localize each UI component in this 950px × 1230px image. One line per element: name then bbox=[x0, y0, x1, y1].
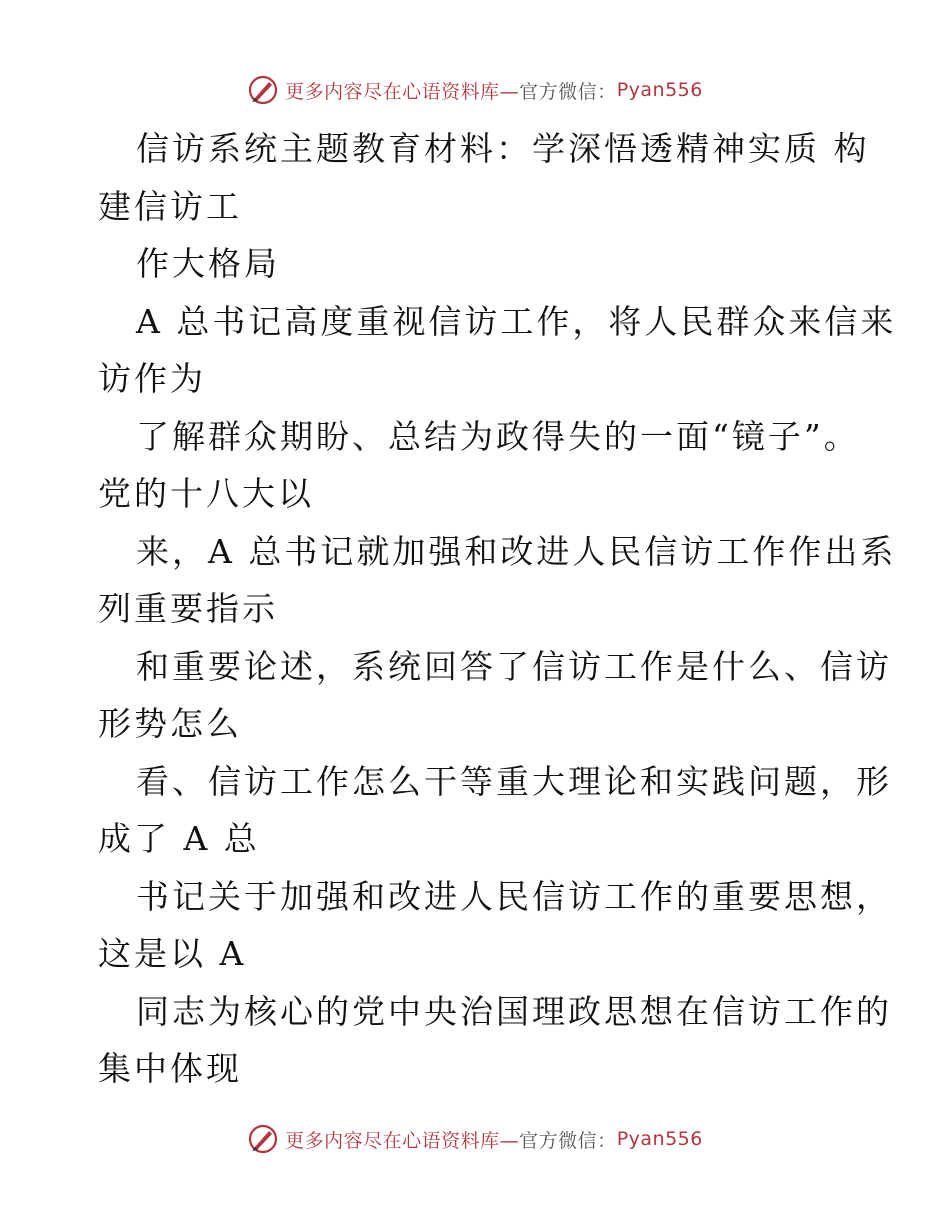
paragraph-line: 成了 A 总 bbox=[98, 819, 260, 858]
banner-wechat-label: 官方微信： bbox=[519, 80, 617, 103]
paragraph-line: 信访系统主题教育材料：学深悟透精神实质 构 bbox=[136, 129, 870, 168]
banner-wechat-id: Pyan556 bbox=[616, 1128, 703, 1150]
paragraph-line: 集中体现 bbox=[98, 1049, 242, 1088]
paragraph-line: 列重要指示 bbox=[98, 589, 278, 628]
paragraph bbox=[98, 120, 870, 235]
paragraph-line: 来，A 总书记就加强和改进人民信访工作作出系 bbox=[136, 531, 897, 571]
paragraph-line: A 总书记高度重视信访工作，将人民群众来信来 bbox=[136, 301, 897, 341]
header-banner bbox=[0, 70, 950, 110]
footer-banner bbox=[0, 1119, 950, 1159]
paragraph bbox=[98, 523, 897, 638]
paragraph bbox=[98, 983, 892, 1098]
paragraph-line: 建信访工 bbox=[98, 186, 242, 226]
paragraph bbox=[98, 638, 892, 753]
paragraph bbox=[98, 753, 892, 868]
paragraph-line: 看、信访工作怎么干等重大理论和实践问题，形 bbox=[136, 761, 892, 801]
paragraph bbox=[98, 408, 858, 523]
paragraph bbox=[98, 868, 892, 983]
banner-wechat-id: Pyan556 bbox=[616, 79, 703, 101]
paragraph-line: 访作为 bbox=[98, 359, 206, 398]
paragraph-line: 同志为核心的党中央治国理政思想在信访工作的 bbox=[136, 991, 892, 1031]
pen-logo-icon bbox=[247, 74, 279, 106]
paragraph-line: 了解群众期盼、总结为政得失的一面“镜子”。 bbox=[136, 416, 860, 456]
paragraph-line: 形势怎么 bbox=[98, 704, 242, 743]
banner-text: 更多内容尽在心语资料库— bbox=[285, 80, 520, 103]
pen-logo-icon bbox=[247, 1123, 279, 1155]
banner-text: 更多内容尽在心语资料库— bbox=[285, 1129, 520, 1152]
document-body bbox=[98, 120, 897, 1098]
paragraph-line: 这是以 A bbox=[98, 934, 247, 973]
paragraph-line: 和重要论述，系统回答了信访工作是什么、信访 bbox=[136, 646, 892, 686]
paragraph bbox=[98, 293, 897, 408]
banner-wechat-label: 官方微信： bbox=[519, 1129, 617, 1152]
paragraph-line: 作大格局 bbox=[136, 244, 280, 283]
paragraph-line: 党的十八大以 bbox=[98, 474, 314, 513]
paragraph bbox=[98, 235, 858, 293]
paragraph-line: 书记关于加强和改进人民信访工作的重要思想， bbox=[136, 876, 892, 916]
